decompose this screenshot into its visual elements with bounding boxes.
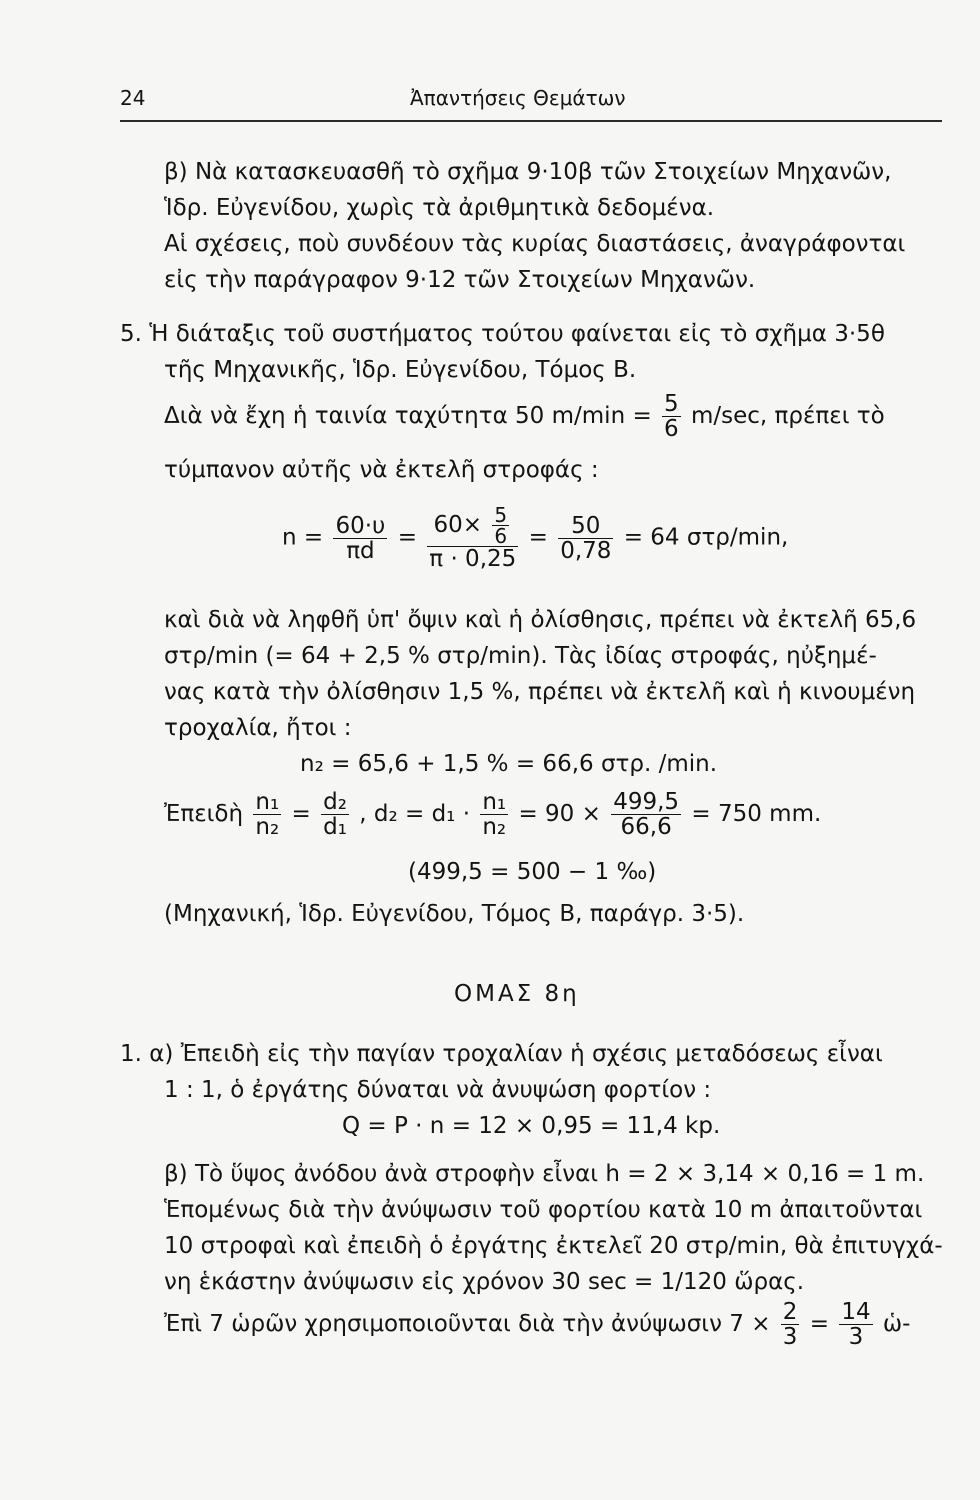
fraction-denominator: n₂ (482, 814, 507, 840)
fraction (321, 790, 349, 839)
equation: n₂ = 65,6 + 1,5 % = 66,6 στρ. /min. (300, 751, 718, 777)
fraction-numerator (427, 505, 518, 546)
eq-text: n = (282, 524, 324, 551)
text-line: στρ/min (= 64 + 2,5 % στρ/min). Τὰς ἰδίας στροφάς, ηὐξημέ- (164, 643, 877, 669)
text-line: 10 στροφαὶ καὶ ἐπειδὴ ὁ ἐργάτης ἐκτελεῖ 20 στρ/min, θὰ ἐπιτυγχά- (164, 1233, 943, 1259)
fraction (558, 514, 613, 563)
text-span: ὡ- (882, 1311, 911, 1337)
formula-line (164, 392, 885, 441)
text-line: Ἑπομένως διὰ τὴν ἀνύψωσιν τοῦ φορτίου κατὰ 10 m ἀπαιτοῦνται (164, 1197, 923, 1223)
text-line: νας κατὰ τὴν ὀλίσθησιν 1,5 %, πρέπει νὰ ἐκτελῆ καὶ ἡ κινουμένη (164, 679, 916, 705)
fraction (427, 505, 518, 571)
fraction (333, 514, 387, 563)
text-line: τύμπανον αὐτῆς νὰ ἐκτελῆ στροφάς : (164, 457, 599, 483)
fraction-numerator: d₂ (323, 789, 347, 815)
reference-line: (Μηχανική, Ἱδρ. Εὐγενίδου, Τόμος Β, παράγρ. 3·5). (164, 901, 745, 927)
formula-line (164, 1300, 910, 1349)
text-span: m/sec, πρέπει τὸ (691, 403, 885, 429)
page-number: 24 (120, 86, 146, 110)
fraction (611, 790, 681, 839)
fraction-denominator: 0,78 (560, 537, 612, 564)
running-title: Ἀπαντήσεις Θεμάτων (410, 86, 626, 110)
fraction-denominator: n₂ (255, 814, 280, 840)
fraction-numerator: 14 (841, 1299, 871, 1325)
text-span: Διὰ νὰ ἔχη ἡ ταινία ταχύτητα 50 m/min = (164, 403, 652, 429)
text-line: τροχαλία, ἤτοι : (164, 715, 352, 741)
text-line: Ἱδρ. Εὐγενίδου, χωρὶς τὰ ἀριθμητικὰ δεδομένα. (164, 195, 715, 221)
text-line: 5. Ἡ διάταξις τοῦ συστήματος τούτου φαίνεται εἰς τὸ σχῆμα 3·5θ (120, 321, 885, 347)
fraction (253, 790, 281, 839)
eq-text: , d₂ = d₁ · (359, 801, 471, 827)
page-header (120, 86, 940, 114)
fraction-denominator: 3 (782, 1324, 798, 1350)
text-line: εἰς τὴν παράγραφον 9·12 τῶν Στοιχείων Μηχανῶν. (164, 267, 756, 293)
text-line: β) Τὸ ὕψος ἀνόδου ἀνὰ στροφὴν εἶναι h = 2 × 3,14 × 0,16 = 1 m. (164, 1161, 925, 1187)
fraction-denominator: 3 (839, 1324, 872, 1349)
fraction-numerator: n₁ (482, 789, 507, 815)
text-line: νη ἑκάστην ἀνύψωσιν εἰς χρόνον 30 sec = 1/120 ὥρας. (164, 1269, 805, 1295)
text-line: 1. α) Ἐπειδὴ εἰς τὴν παγίαν τροχαλίαν ἡ σχέσις μεταδόσεως εἶναι (120, 1041, 883, 1067)
fraction (480, 790, 508, 839)
fraction-denominator: πd (333, 538, 387, 563)
text-span: Ἐπὶ 7 ὡρῶν χρησιμοποιοῦνται διὰ τὴν ἀνύψωσιν 7 × (164, 1311, 771, 1337)
fraction-numerator: 60·υ (335, 512, 386, 539)
fraction (492, 505, 509, 546)
equation: (499,5 = 500 − 1 ‰) (408, 859, 657, 885)
eq-text: = 64 στρ/min, (623, 524, 789, 551)
text-line: 1 : 1, ὁ ἐργάτης δύναται νὰ ἀνυψώση φορτίον : (164, 1077, 712, 1103)
fraction-denominator: 6 (494, 524, 508, 548)
equation (164, 790, 821, 839)
fraction-numerator: 50 (571, 512, 601, 539)
fraction-numerator: 499,5 (613, 789, 680, 815)
equation (282, 505, 788, 571)
fraction (839, 1300, 872, 1349)
fraction-denominator: π · 0,25 (429, 546, 517, 572)
eq-text: = (528, 524, 548, 551)
header-rule (120, 120, 942, 122)
equation: Q = P · n = 12 × 0,95 = 11,4 kp. (342, 1113, 721, 1139)
fraction-numerator: 2 (782, 1299, 798, 1325)
eq-text: = 90 × (518, 801, 601, 827)
eq-text: Ἐπειδὴ (164, 801, 244, 827)
section-title: ΟΜΑΣ 8η (454, 981, 580, 1007)
eq-text: = (397, 524, 417, 551)
text-line: Αἱ σχέσεις, ποὺ συνδέουν τὰς κυρίας διαστάσεις, ἀναγράφονται (164, 231, 906, 257)
text-line: τῆς Μηχανικῆς, Ἱδρ. Εὐγενίδου, Τόμος Β. (164, 357, 637, 383)
fraction-denominator: d₁ (323, 814, 347, 840)
fraction-denominator: 66,6 (611, 814, 681, 839)
fraction (662, 392, 681, 441)
eq-text: = 750 mm. (691, 801, 822, 827)
text-line: καὶ διὰ νὰ ληφθῆ ὑπ' ὄψιν καὶ ἡ ὀλίσθησις, πρέπει νὰ ἐκτελῆ 65,6 (164, 607, 917, 633)
eq-text: = (291, 801, 311, 827)
eq-text: 60× (433, 512, 483, 538)
text-line: β) Νὰ κατασκευασθῆ τὸ σχῆμα 9·10β τῶν Στοιχείων Μηχανῶν, (164, 159, 892, 185)
fraction-numerator: n₁ (255, 789, 280, 815)
eq-text: = (809, 1311, 830, 1337)
fraction-numerator: 5 (664, 391, 679, 417)
fraction (781, 1300, 800, 1349)
fraction-denominator: 6 (664, 416, 679, 442)
fraction-numerator: 5 (494, 503, 508, 527)
